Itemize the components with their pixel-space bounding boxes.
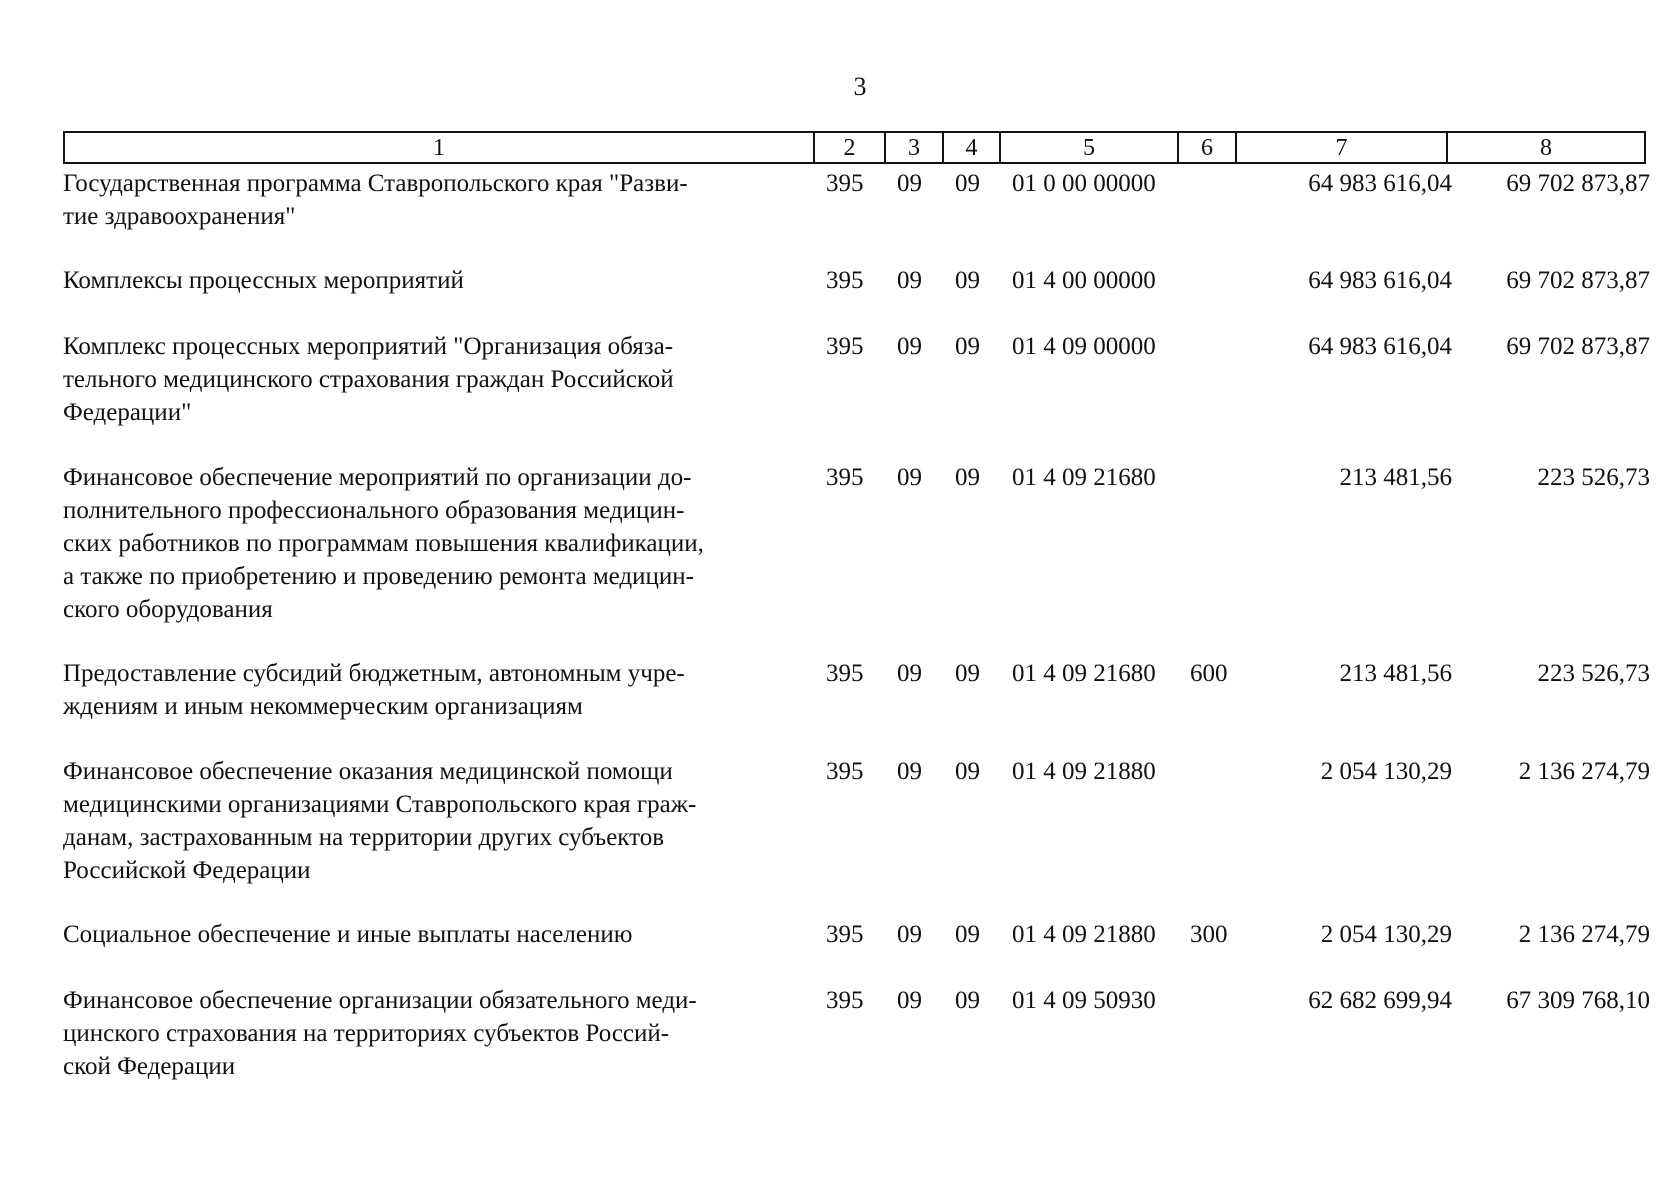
header-col-3: 3 xyxy=(884,133,942,162)
row-col-8: 2 136 274,79 xyxy=(1518,921,1650,948)
row-col-5: 01 4 09 50930 xyxy=(1012,987,1156,1014)
row-col-7: 213 481,56 xyxy=(1339,660,1452,687)
page-number: 3 xyxy=(853,72,867,101)
row-col-5: 01 4 09 21680 xyxy=(1012,660,1156,687)
row-col-3: 09 xyxy=(897,660,922,687)
row-col-3: 09 xyxy=(897,333,922,360)
row-col-7: 62 682 699,94 xyxy=(1308,987,1452,1014)
row-col-7: 213 481,56 xyxy=(1339,464,1452,491)
row-col-5: 01 4 09 00000 xyxy=(1012,333,1156,360)
row-col-3: 09 xyxy=(897,758,922,785)
row-description: Комплексы процессных мероприятий xyxy=(63,267,464,294)
row-col-6: 300 xyxy=(1190,921,1228,948)
header-col-2: 2 xyxy=(813,133,884,162)
row-col-3: 09 xyxy=(897,464,922,491)
row-col-8: 67 309 768,10 xyxy=(1506,987,1650,1014)
row-description: Финансовое обеспечение мероприятий по организации до- полнительного профессионального образования медицин- ских работников по программам повышения квалификации, а также по приобретению и проведению ремонта медицин- ского оборудования xyxy=(63,464,704,623)
row-col-4: 09 xyxy=(955,758,980,785)
row-description: Комплекс процессных мероприятий "Организация обяза- тельного медицинского страхования граждан Российской Федерации" xyxy=(63,333,674,426)
row-col-7: 64 983 616,04 xyxy=(1308,170,1452,197)
row-col-4: 09 xyxy=(955,267,980,294)
row-col-8: 223 526,73 xyxy=(1537,464,1650,491)
row-col-2: 395 xyxy=(826,464,864,491)
header-col-7: 7 xyxy=(1235,133,1446,162)
row-col-7: 64 983 616,04 xyxy=(1308,267,1452,294)
row-col-2: 395 xyxy=(826,660,864,687)
row-description: Социальное обеспечение и иные выплаты населению xyxy=(63,921,633,948)
row-col-5: 01 4 00 00000 xyxy=(1012,267,1156,294)
header-col-4: 4 xyxy=(942,133,999,162)
row-col-7: 2 054 130,29 xyxy=(1320,758,1452,785)
row-col-4: 09 xyxy=(955,660,980,687)
row-col-8: 2 136 274,79 xyxy=(1518,758,1650,785)
row-col-8: 69 702 873,87 xyxy=(1506,267,1650,294)
row-col-3: 09 xyxy=(897,267,922,294)
row-col-2: 395 xyxy=(826,921,864,948)
row-col-6: 600 xyxy=(1190,660,1228,687)
row-col-8: 69 702 873,87 xyxy=(1506,333,1650,360)
header-col-6: 6 xyxy=(1177,133,1235,162)
row-col-2: 395 xyxy=(826,333,864,360)
row-col-5: 01 4 09 21880 xyxy=(1012,758,1156,785)
row-description: Финансовое обеспечение организации обязательного меди- цинского страхования на территориях субъектов Россий- ской Федерации xyxy=(63,987,697,1080)
header-col-1: 1 xyxy=(433,135,445,161)
row-col-8: 69 702 873,87 xyxy=(1506,170,1650,197)
row-col-2: 395 xyxy=(826,987,864,1014)
row-col-2: 395 xyxy=(826,170,864,197)
row-description: Государственная программа Ставропольского края "Разви- тие здравоохранения" xyxy=(63,170,688,230)
row-col-3: 09 xyxy=(897,921,922,948)
row-col-7: 64 983 616,04 xyxy=(1308,333,1452,360)
row-col-4: 09 xyxy=(955,921,980,948)
row-col-3: 09 xyxy=(897,987,922,1014)
row-col-2: 395 xyxy=(826,267,864,294)
row-description: Предоставление субсидий бюджетным, автономным учре- ждениям и иным некоммерческим организациям xyxy=(63,660,685,720)
row-col-5: 01 0 00 00000 xyxy=(1012,170,1156,197)
header-col-5: 5 xyxy=(999,133,1177,162)
row-col-8: 223 526,73 xyxy=(1537,660,1650,687)
row-col-4: 09 xyxy=(955,333,980,360)
row-col-5: 01 4 09 21680 xyxy=(1012,464,1156,491)
row-col-7: 2 054 130,29 xyxy=(1320,921,1452,948)
row-col-5: 01 4 09 21880 xyxy=(1012,921,1156,948)
row-col-4: 09 xyxy=(955,170,980,197)
row-col-4: 09 xyxy=(955,464,980,491)
row-col-2: 395 xyxy=(826,758,864,785)
row-col-4: 09 xyxy=(955,987,980,1014)
row-description: Финансовое обеспечение оказания медицинской помощи медицинскими организациями Ставропольского края граж- данам, застрахованным на территории других субъектов Российской Федерации xyxy=(63,758,697,884)
header-col-8: 8 xyxy=(1446,133,1644,162)
row-col-3: 09 xyxy=(897,170,922,197)
